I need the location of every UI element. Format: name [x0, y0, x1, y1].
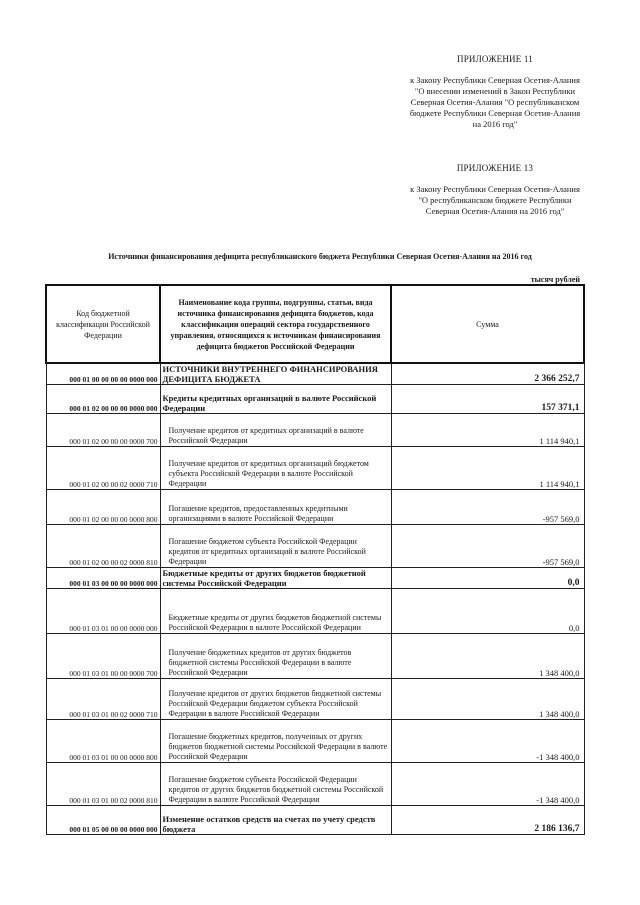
appendix-11-line: на 2016 год": [472, 119, 518, 129]
row-name: Изменение остатков средств на счетах по учету средств бюджета: [160, 806, 391, 835]
appendix-11-title: ПРИЛОЖЕНИЕ 11: [457, 54, 533, 64]
row-name: Погашение бюджетом субъекта Российской Федерации кредитов от кредитных организаций в валюте Российской Федерации: [160, 525, 391, 568]
row-name: Получение кредитов от кредитных организаций бюджетом субъекта Российской Федерации в валюте Российской Федерации: [160, 447, 391, 490]
appendix-13-line: Северная Осетия-Алания на 2016 год": [425, 206, 565, 216]
row-code: 000 01 03 01 00 02 0000 710: [46, 679, 160, 720]
row-code: 000 01 02 00 00 00 0000 000: [46, 385, 160, 414]
row-code: 000 01 02 00 00 02 0000 810: [46, 525, 160, 568]
table-row: [46, 385, 584, 414]
row-code: 000 01 03 01 00 00 0000 800: [46, 720, 160, 763]
row-name: Бюджетные кредиты от других бюджетов бюджетной системы Российской Федерации в валюте Российской Федерации: [160, 589, 391, 634]
row-sum: 2 186 136,7: [391, 806, 584, 835]
table-row: [46, 720, 584, 763]
table-row: [46, 525, 584, 568]
row-sum: 2 366 252,7: [391, 363, 584, 385]
document-title: Источники финансирования дефицита республиканского бюджета Республики Северная Осетия-Алания на 2016 год: [108, 252, 532, 261]
table-row: [46, 634, 584, 679]
row-sum: 1 348 400,0: [391, 634, 584, 679]
row-code: 000 01 02 00 00 02 0000 710: [46, 447, 160, 490]
row-name: Погашение бюджетом субъекта Российской Федерации кредитов от других бюджетов бюджетной системы Российской Федерации в валюте Российской Федерации: [160, 763, 391, 806]
appendix-11-line: "О внесении изменений в Закон Республики: [414, 86, 576, 96]
row-code: 000 01 02 00 00 00 0000 700: [46, 414, 160, 447]
row-name: Получение кредитов от других бюджетов бюджетной системы Российской Федерации бюджетом субъекта Российской Федерации в валюте Российской Федерации: [160, 679, 391, 720]
table-row: [46, 763, 584, 806]
appendix-11-block: [380, 54, 610, 130]
appendix-13-title: ПРИЛОЖЕНИЕ 13: [456, 163, 534, 173]
row-sum: 1 114 940,1: [391, 447, 584, 490]
header-name: Наименование кода группы, подгруппы, статьи, вида источника финансирования дефицита бюджетов, кода классификации операций сектора государственного управления, относящихся к источникам финансирования дефицита бюджетов Российской Федерации: [160, 285, 391, 363]
table-row: [46, 363, 584, 385]
row-sum: 157 371,1: [391, 385, 584, 414]
table-row: [46, 806, 584, 835]
table-row: [46, 568, 584, 589]
unit-label: тысяч рублей: [530, 275, 580, 284]
row-code: 000 01 03 01 00 00 0000 000: [46, 589, 160, 634]
row-sum: 0,0: [391, 568, 584, 589]
table-header-row: [46, 285, 584, 363]
header-code: Код бюджетной классификации Российской Федерации: [46, 285, 160, 363]
financing-sources-table: [45, 284, 585, 835]
row-name: Погашение бюджетных кредитов, полученных от других бюджетов бюджетной системы Российской Федерации в валюте Российской Федерации: [160, 720, 391, 763]
appendix-11-line: бюджете Республики Северная Осетия-Алания: [409, 108, 581, 118]
appendix-11-line: Северная Осетия-Алания "О республиканском: [410, 97, 580, 107]
row-sum: -1 348 400,0: [391, 763, 584, 806]
row-name: Погашение кредитов, предоставленных кредитными организациями в валюте Российской Федерации: [160, 490, 391, 525]
table-row: [46, 589, 584, 634]
row-name: ИСТОЧНИКИ ВНУТРЕННЕГО ФИНАНСИРОВАНИЯ ДЕФИЦИТА БЮДЖЕТА: [160, 363, 391, 385]
row-name: Кредиты кредитных организаций в валюте Российской Федерации: [160, 385, 391, 414]
row-name: Получение кредитов от кредитных организаций в валюте Российской Федерации: [160, 414, 391, 447]
row-sum: 0,0: [391, 589, 584, 634]
row-code: 000 01 03 01 00 02 0000 810: [46, 763, 160, 806]
table-row: [46, 490, 584, 525]
row-sum: -1 348 400,0: [391, 720, 584, 763]
row-code: 000 01 05 00 00 00 0000 000: [46, 806, 160, 835]
row-name: Бюджетные кредиты от других бюджетов бюджетной системы Российской Федерации: [160, 568, 391, 589]
row-code: 000 01 03 00 00 00 0000 000: [46, 568, 160, 589]
appendix-13-block: [380, 163, 610, 217]
row-code: 000 01 00 00 00 00 0000 000: [46, 363, 160, 385]
row-sum: 1 348 400,0: [391, 679, 584, 720]
header-sum: Сумма: [391, 285, 584, 363]
row-sum: -957 569,0: [391, 525, 584, 568]
appendix-11-line: к Закону Республики Северная Осетия-Алания: [410, 75, 580, 85]
appendix-13-line: к Закону Республики Северная Осетия-Алания: [410, 184, 580, 194]
table-row: [46, 414, 584, 447]
table-row: [46, 447, 584, 490]
row-code: 000 01 02 00 00 00 0000 800: [46, 490, 160, 525]
row-name: Получение бюджетных кредитов от других бюджетов бюджетной системы Российской Федерации в валюте Российской Федерации: [160, 634, 391, 679]
row-code: 000 01 03 01 00 00 0000 700: [46, 634, 160, 679]
appendix-13-line: "О республиканском бюджете Республики: [418, 195, 572, 205]
row-sum: -957 569,0: [391, 490, 584, 525]
table-row: [46, 679, 584, 720]
row-sum: 1 114 940,1: [391, 414, 584, 447]
